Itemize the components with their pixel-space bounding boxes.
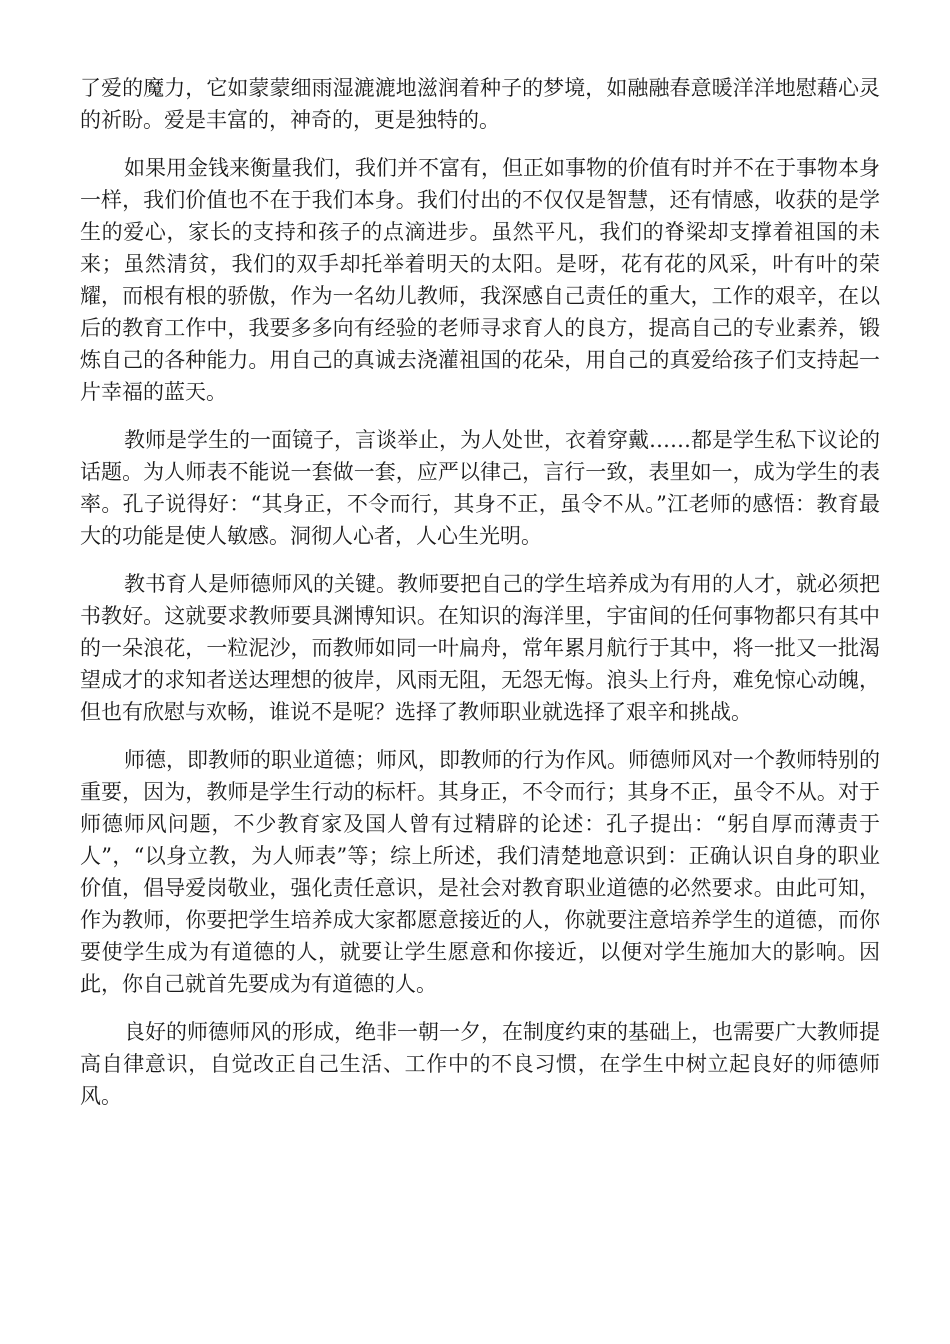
paragraph-1: 了爱的魔力，它如蒙蒙细雨湿漉漉地滋润着种子的梦境，如融融春意暖洋洋地慰藉心灵的祈盼。爱是丰富的，神奇的，更是独特的。 <box>80 76 880 132</box>
paragraph-6: 良好的师德师风的形成，绝非一朝一夕，在制度约束的基础上，也需要广大教师提高自律意识，自觉改正自己生活、工作中的不良习惯，在学生中树立起良好的师德师风。 <box>80 1020 880 1108</box>
document-page <box>80 72 880 1128</box>
paragraph-3: 教师是学生的一面镜子，言谈举止，为人处世，衣着穿戴……都是学生私下议论的话题。为人师表不能说一套做一套，应严以律己，言行一致，表里如一，成为学生的表率。孔子说得好：“其身正，不令而行，其身不正，虽令不从。”江老师的感悟：教育最大的功能是使人敏感。洞彻人心者，人心生光明。 <box>80 428 880 548</box>
paragraph-2: 如果用金钱来衡量我们，我们并不富有，但正如事物的价值有时并不在于事物本身一样，我们价值也不在于我们本身。我们付出的不仅仅是智慧，还有情感，收获的是学生的爱心，家长的支持和孩子的点滴进步。虽然平凡，我们的脊梁却支撑着祖国的未来；虽然清贫，我们的双手却托举着明天的太阳。是呀，花有花的风采，叶有叶的荣耀，而根有根的骄傲，作为一名幼儿教师，我深感自己责任的重大，工作的艰辛，在以后的教育工作中，我要多多向有经验的老师寻求育人的良方，提高自己的专业素养，锻炼自己的各种能力。用自己的真诚去浇灌祖国的花朵，用自己的真爱给孩子们支持起一片幸福的蓝天。 <box>80 156 880 404</box>
paragraph-4: 教书育人是师德师风的关键。教师要把自己的学生培养成为有用的人才，就必须把书教好。这就要求教师要具渊博知识。在知识的海洋里，宇宙间的任何事物都只有其中的一朵浪花，一粒泥沙，而教师如同一叶扁舟，常年累月航行于其中，将一批又一批渴望成才的求知者送达理想的彼岸，风雨无阻，无怨无悔。浪头上行舟，难免惊心动魄，但也有欣慰与欢畅，谁说不是呢？选择了教师职业就选择了艰辛和挑战。 <box>80 572 880 724</box>
paragraph-5: 师德，即教师的职业道德；师风，即教师的行为作风。师德师风对一个教师特别的重要，因为，教师是学生行动的标杆。其身正，不令而行；其身不正，虽令不从。对于师德师风问题，不少教育家及国人曾有过精辟的论述：孔子提出：“躬自厚而薄责于人”，“以身立教，为人师表”等；综上所述，我们清楚地意识到：正确认识自身的职业价值，倡导爱岗敬业，强化责任意识，是社会对教育职业道德的必然要求。由此可知，作为教师，你要把学生培养成大家都愿意接近的人，你就要注意培养学生的道德，而你要使学生成为有道德的人，就要让学生愿意和你接近，以便对学生施加大的影响。因此，你自己就首先要成为有道德的人。 <box>80 748 880 996</box>
